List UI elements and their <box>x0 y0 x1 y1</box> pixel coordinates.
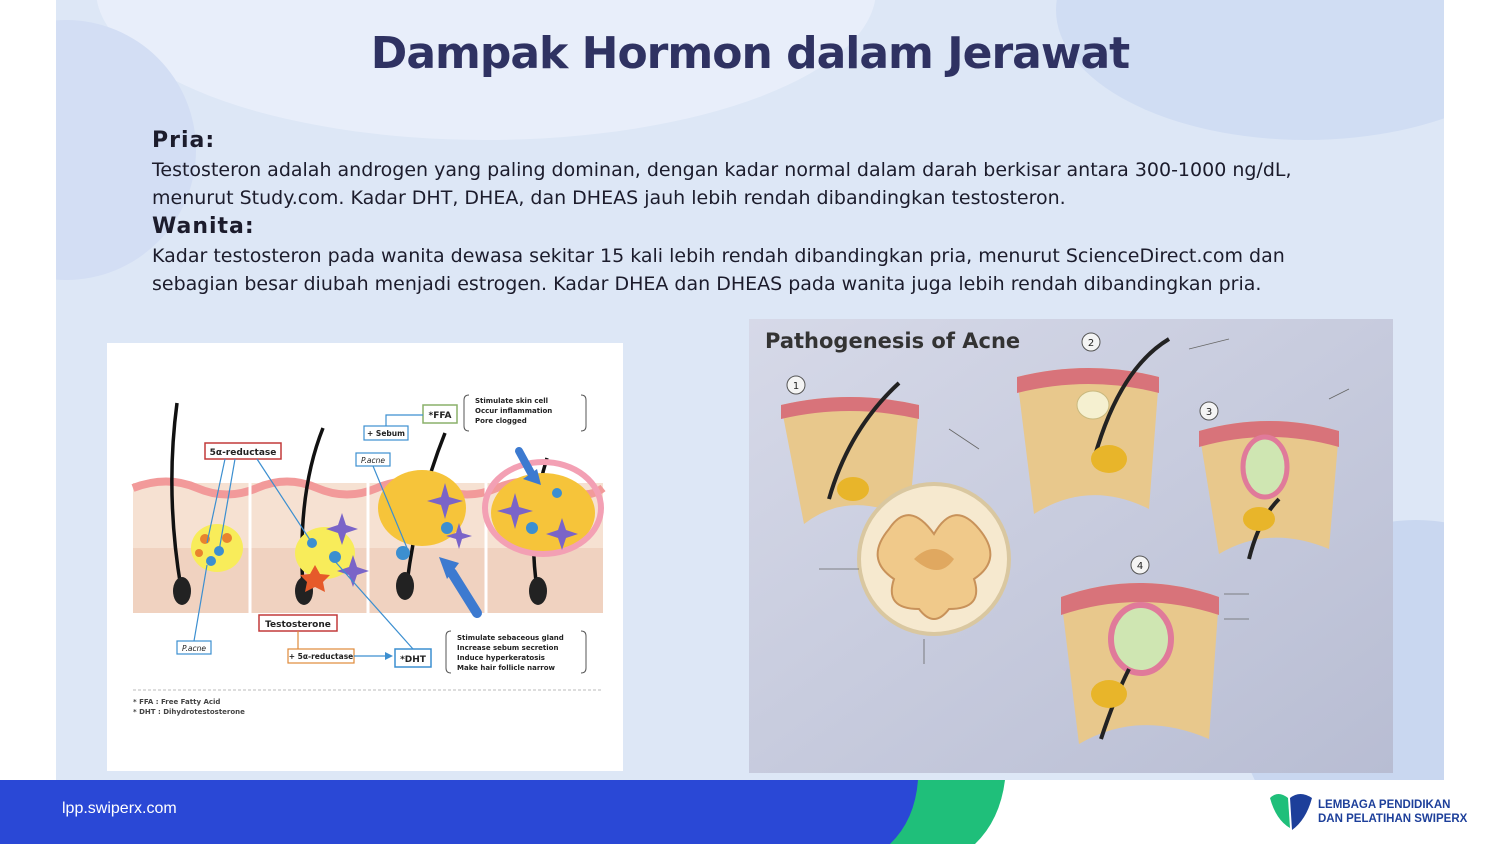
swiperx-logo-text <box>1318 798 1467 826</box>
section-text-pria: Testosteron adalah androgen yang paling dominan, dengan kadar normal dalam darah berkisar antara 300-1000 ng/dL, menurut Study.com. Kadar DHT, DHEA, dan DHEAS jauh lebih rendah dibandingkan testosteron. <box>152 159 1292 209</box>
ffa-effect-2: Occur inflammation <box>475 407 553 415</box>
pathogenesis-title: Pathogenesis of Acne <box>765 329 1021 353</box>
footnote-dht: * DHT : Dihydrotestosterone <box>133 708 245 716</box>
footer-url-link[interactable]: lpp.swiperx.com <box>62 800 177 817</box>
acne-pathogenesis-figure <box>749 319 1393 773</box>
step-number-4: 4 <box>1136 561 1144 572</box>
label-5a-reductase-top: 5α-reductase <box>209 448 277 458</box>
step-number-3: 3 <box>1205 407 1213 418</box>
slide-title: Dampak Hormon dalam Jerawat <box>370 28 1130 79</box>
slide-body <box>152 126 1372 298</box>
ffa-effect-1: Stimulate skin cell <box>475 397 549 405</box>
footnote-ffa: * FFA : Free Fatty Acid <box>133 698 221 706</box>
hormone-mechanism-figure <box>107 343 623 771</box>
dht-effect-2: Increase sebum secretion <box>457 644 559 652</box>
label-dht: *DHT <box>400 655 426 665</box>
dht-effect-1: Stimulate sebaceous gland <box>457 634 564 642</box>
step-number-1: 1 <box>792 381 800 392</box>
dht-effect-4: Make hair follicle narrow <box>457 664 556 672</box>
label-pacne-top: P.acne <box>361 456 385 465</box>
label-sebum: + Sebum <box>367 429 405 438</box>
logo-line-1: LEMBAGA PENDIDIKAN <box>1318 799 1451 811</box>
step-number-2: 2 <box>1087 338 1095 349</box>
dht-effect-3: Induce hyperkeratosis <box>457 654 545 662</box>
acne-pathogenesis-illustration <box>749 319 1393 773</box>
swiperx-logo-icon <box>1268 790 1316 832</box>
section-heading-pria: Pria: <box>152 128 216 153</box>
section-heading-wanita: Wanita: <box>152 214 255 239</box>
label-ffa: *FFA <box>428 411 452 421</box>
hormone-mechanism-diagram <box>107 343 623 771</box>
label-pacne-bottom: P.acne <box>182 644 206 653</box>
ffa-effect-3: Pore clogged <box>475 417 527 425</box>
label-testosterone: Testosterone <box>265 620 331 630</box>
section-text-wanita: Kadar testosteron pada wanita dewasa sekitar 15 kali lebih rendah dibandingkan pria, menurut ScienceDirect.com dan sebagian besar diubah menjadi estrogen. Kadar DHEA dan DHEAS pada wanita juga lebih rendah dibandingkan pria. <box>152 245 1285 295</box>
logo-line-2: DAN PELATIHAN SWIPERX <box>1318 813 1468 825</box>
label-5a-reductase-bottom: + 5α-reductase <box>288 652 354 661</box>
